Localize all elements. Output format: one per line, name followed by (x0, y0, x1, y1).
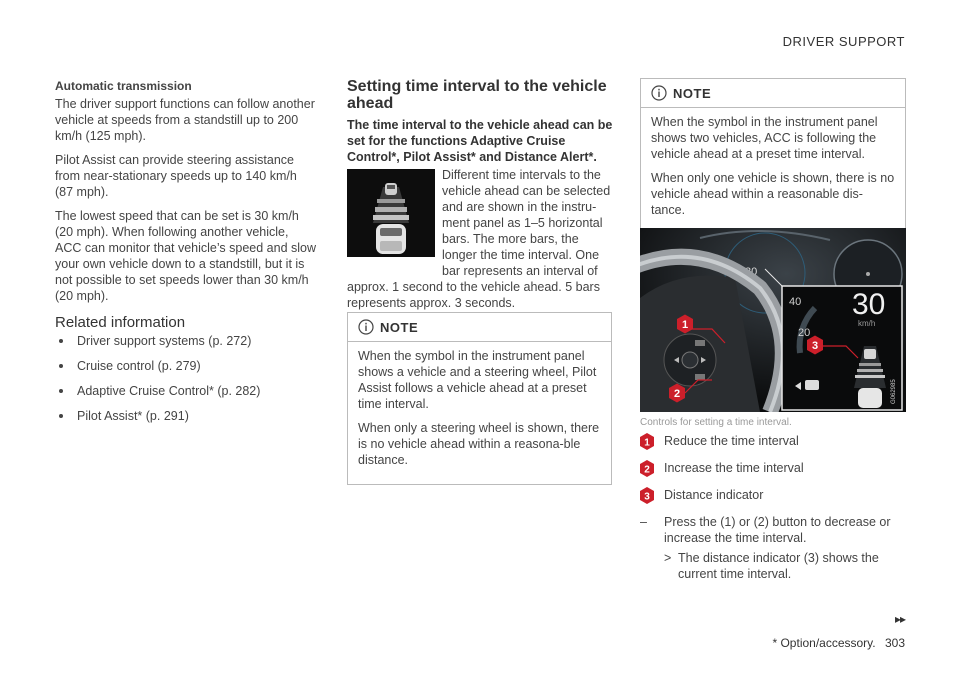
note-title: NOTE (673, 85, 712, 101)
speed-readout: 30 (852, 288, 886, 321)
svg-text:2: 2 (644, 464, 650, 476)
callout-list (640, 433, 906, 582)
scale-20-label: 20 (798, 327, 811, 339)
paragraph: The lowest speed that can be set is 30 km/h (20 mph). When following another vehicle, ACC can monitor that vehicle’s speed and slow your own vehicle down to a standstill, but it is not possible to set speeds lower than 30 km/h (20 mph). (55, 209, 317, 303)
note-paragraph: When the symbol in the instrument panel shows a vehicle and a steering wheel, Pilot Assist follows a vehicle ahead at a preset time interval. (358, 349, 597, 411)
svg-text:3: 3 (811, 340, 819, 352)
related-link[interactable]: Adaptive Cruise Control* (p. 282) (55, 383, 317, 399)
text-line: vehicle ahead can be selected (442, 184, 611, 198)
page-number: 303 (884, 636, 905, 650)
paragraph: The driver support functions can follow another vehicle at speeds from a standstill up to 200 km/h (125 mph). (55, 97, 315, 143)
related-link[interactable]: Cruise control (p. 279) (55, 358, 317, 374)
result-marker: > (664, 551, 672, 565)
figure-caption: Controls for setting a time interval. (640, 417, 792, 428)
note-box-acc (640, 78, 906, 235)
wrapped-text (442, 167, 610, 279)
text-line: bar represents an interval of (442, 264, 598, 278)
callout-item (640, 487, 906, 504)
callout-number-icon (640, 460, 654, 477)
steering-wheel-figure (640, 228, 906, 412)
speed-unit: km/h (858, 319, 876, 328)
related-link[interactable]: Driver support systems (p. 272) (55, 333, 317, 349)
svg-text:1: 1 (681, 319, 689, 331)
note-body (641, 108, 905, 234)
text-line: Different time intervals to the (442, 168, 601, 182)
distance-bars-symbol-image (347, 169, 435, 257)
callout-item (640, 460, 906, 477)
callout-number-icon (640, 487, 654, 504)
step-text: Press the (1) or (2) button to decrease or increase the time interval. (664, 515, 891, 545)
text-line: represents approx. 3 seconds. (347, 296, 516, 310)
left-column (55, 79, 317, 433)
text-line: ment panel as 1–5 horizontal (442, 216, 603, 230)
note-header (641, 79, 905, 108)
callout-item (640, 433, 906, 450)
text-line: approx. 1 second to the vehicle ahead. 5 bars (347, 280, 600, 294)
svg-text:3: 3 (644, 491, 650, 503)
dash-speed-small: 30 (745, 266, 758, 278)
paragraph: Pilot Assist can provide steering assistance from near-stationary speeds up to 140 km/h (87 mph). (55, 153, 297, 199)
figure-code: G062985 (891, 379, 897, 404)
related-list (55, 333, 317, 424)
info-icon (651, 85, 667, 101)
wrap-block (347, 167, 615, 279)
svg-text:1: 1 (644, 437, 650, 449)
subheading-automatic-transmission: Automatic transmission (55, 79, 192, 93)
text-line: and are shown in the instru- (442, 200, 597, 214)
page-footer (772, 636, 905, 650)
footnote: * Option/accessory. (772, 636, 876, 650)
continued-text (347, 279, 615, 311)
note-title: NOTE (380, 319, 419, 335)
note-paragraph: When the symbol in the instrument panel shows two vehicles, ACC is following the vehicle ahead at a preset time interval. (651, 115, 878, 161)
related-link[interactable]: Pilot Assist* (p. 291) (55, 408, 317, 424)
scale-40-label: 40 (789, 296, 802, 308)
note-header (348, 313, 611, 342)
middle-column (347, 78, 615, 311)
step-dash: – (640, 515, 647, 529)
callout-text: Distance indicator (664, 488, 764, 502)
callout-number-icon (640, 433, 654, 450)
step-item (640, 514, 906, 546)
svg-text:2: 2 (673, 388, 681, 400)
callout-text: Increase the time interval (664, 461, 804, 475)
section-title: DRIVER SUPPORT (782, 34, 905, 49)
next-page-arrows-icon[interactable]: ▸▸ (894, 612, 905, 626)
section-heading: Setting time interval to the vehicle ahead (347, 78, 607, 112)
text-line: longer the time interval. One (442, 248, 600, 262)
note-body (348, 342, 611, 484)
lead-paragraph: The time interval to the vehicle ahead can be set for the functions Adaptive Cruise Control*, Pilot Assist* and Distance Alert*. (347, 118, 613, 164)
related-information-heading: Related information (55, 314, 186, 331)
callout-text: Reduce the time interval (664, 434, 799, 448)
note-paragraph: When only one vehicle is shown, there is no vehicle ahead within a reasonable dis-tance. (651, 171, 895, 217)
note-paragraph: When only a steering wheel is shown, there is no vehicle ahead within a reasona-ble distance. (358, 421, 600, 467)
info-icon (358, 319, 374, 335)
note-box-pilot-assist (347, 312, 612, 485)
result-text: The distance indicator (3) shows the current time interval. (678, 551, 879, 581)
result-item (640, 550, 906, 582)
text-line: bars. The more bars, the (442, 232, 579, 246)
